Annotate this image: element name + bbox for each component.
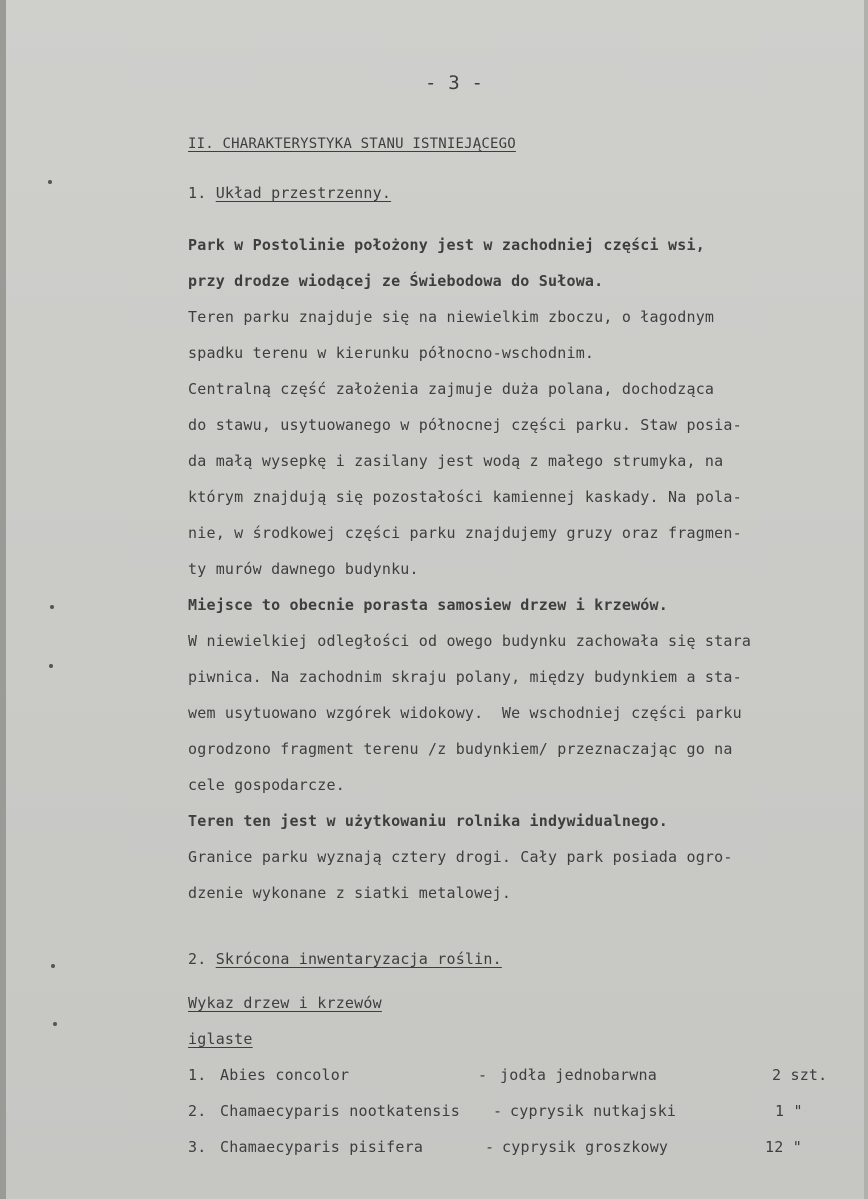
plant-separator: -: [478, 1066, 488, 1084]
body-line: nie, w środkowej części parku znajdujemy gruzy oraz fragmen-: [188, 524, 742, 542]
plant-quantity: 1 ": [775, 1102, 803, 1120]
plant-number: 1.: [188, 1066, 207, 1084]
body-line: ogrodzono fragment terenu /z budynkiem/ przeznaczając go na: [188, 740, 733, 758]
body-line: cele gospodarcze.: [188, 776, 345, 794]
plant-latin-name: Abies concolor: [220, 1066, 350, 1084]
body-line: Miejsce to obecnie porasta samosiew drzew i krzewów.: [188, 596, 668, 614]
body-line: przy drodze wiodącej ze Świebodowa do Sułowa.: [188, 272, 604, 290]
subsection-number: 2.: [188, 950, 216, 968]
body-line: Centralną część założenia zajmuje duża polana, dochodząca: [188, 380, 715, 398]
subsection-title: [188, 184, 391, 202]
plant-number: 2.: [188, 1102, 207, 1120]
category-heading: iglaste: [188, 1030, 253, 1048]
binding-hole-mark: [53, 1022, 57, 1026]
subsection-title: [188, 950, 502, 968]
body-line: da małą wysepkę i zasilany jest wodą z małego strumyka, na: [188, 452, 724, 470]
binding-hole-mark: [48, 180, 52, 184]
body-line: Teren ten jest w użytkowaniu rolnika indywidualnego.: [188, 812, 668, 830]
plant-polish-name: cyprysik groszkowy: [502, 1138, 669, 1156]
body-line: piwnica. Na zachodnim skraju polany, między budynkiem a sta-: [188, 668, 742, 686]
plant-separator: -: [485, 1138, 495, 1156]
body-line: do stawu, usytuowanego w północnej części parku. Staw posia-: [188, 416, 742, 434]
plant-quantity: 2 szt.: [772, 1066, 828, 1084]
binding-hole-mark: [51, 964, 55, 968]
subsection-title-text: Skrócona inwentaryzacja roślin.: [215, 950, 502, 968]
body-line: dzenie wykonane z siatki metalowej.: [188, 884, 512, 902]
plant-latin-name: Chamaecyparis nootkatensis: [220, 1102, 460, 1120]
page-left-edge: [0, 0, 6, 1199]
body-line: Park w Postolinie położony jest w zachodniej części wsi,: [188, 236, 705, 254]
subsection-number: 1.: [188, 184, 216, 202]
subsection-title-text: Układ przestrzenny.: [215, 184, 392, 202]
binding-hole-mark: [50, 605, 54, 609]
body-line: którym znajdują się pozostałości kamiennej kaskady. Na pola-: [188, 488, 742, 506]
body-line: spadku terenu w kierunku północno-wschodnim.: [188, 344, 595, 362]
body-line: Granice parku wyznają cztery drogi. Cały park posiada ogro-: [188, 848, 733, 866]
body-line: wem usytuowano wzgórek widokowy. We wschodniej części parku: [188, 704, 742, 722]
plant-quantity: 12 ": [765, 1138, 802, 1156]
plant-polish-name: cyprysik nutkajski: [510, 1102, 677, 1120]
binding-hole-mark: [49, 664, 53, 668]
body-line: ty murów dawnego budynku.: [188, 560, 419, 578]
body-line: Teren parku znajduje się na niewielkim zboczu, o łagodnym: [188, 308, 715, 326]
section-title: II. CHARAKTERYSTYKA STANU ISTNIEJĄCEGO: [188, 136, 516, 152]
list-heading: Wykaz drzew i krzewów: [188, 994, 382, 1012]
plant-polish-name: jodła jednobarwna: [500, 1066, 657, 1084]
plant-separator: -: [493, 1102, 503, 1120]
body-line: W niewielkiej odległości od owego budynku zachowała się stara: [188, 632, 752, 650]
plant-number: 3.: [188, 1138, 207, 1156]
plant-latin-name: Chamaecyparis pisifera: [220, 1138, 424, 1156]
page-number: - 3 -: [425, 72, 484, 94]
page-right-edge: [864, 0, 868, 1199]
